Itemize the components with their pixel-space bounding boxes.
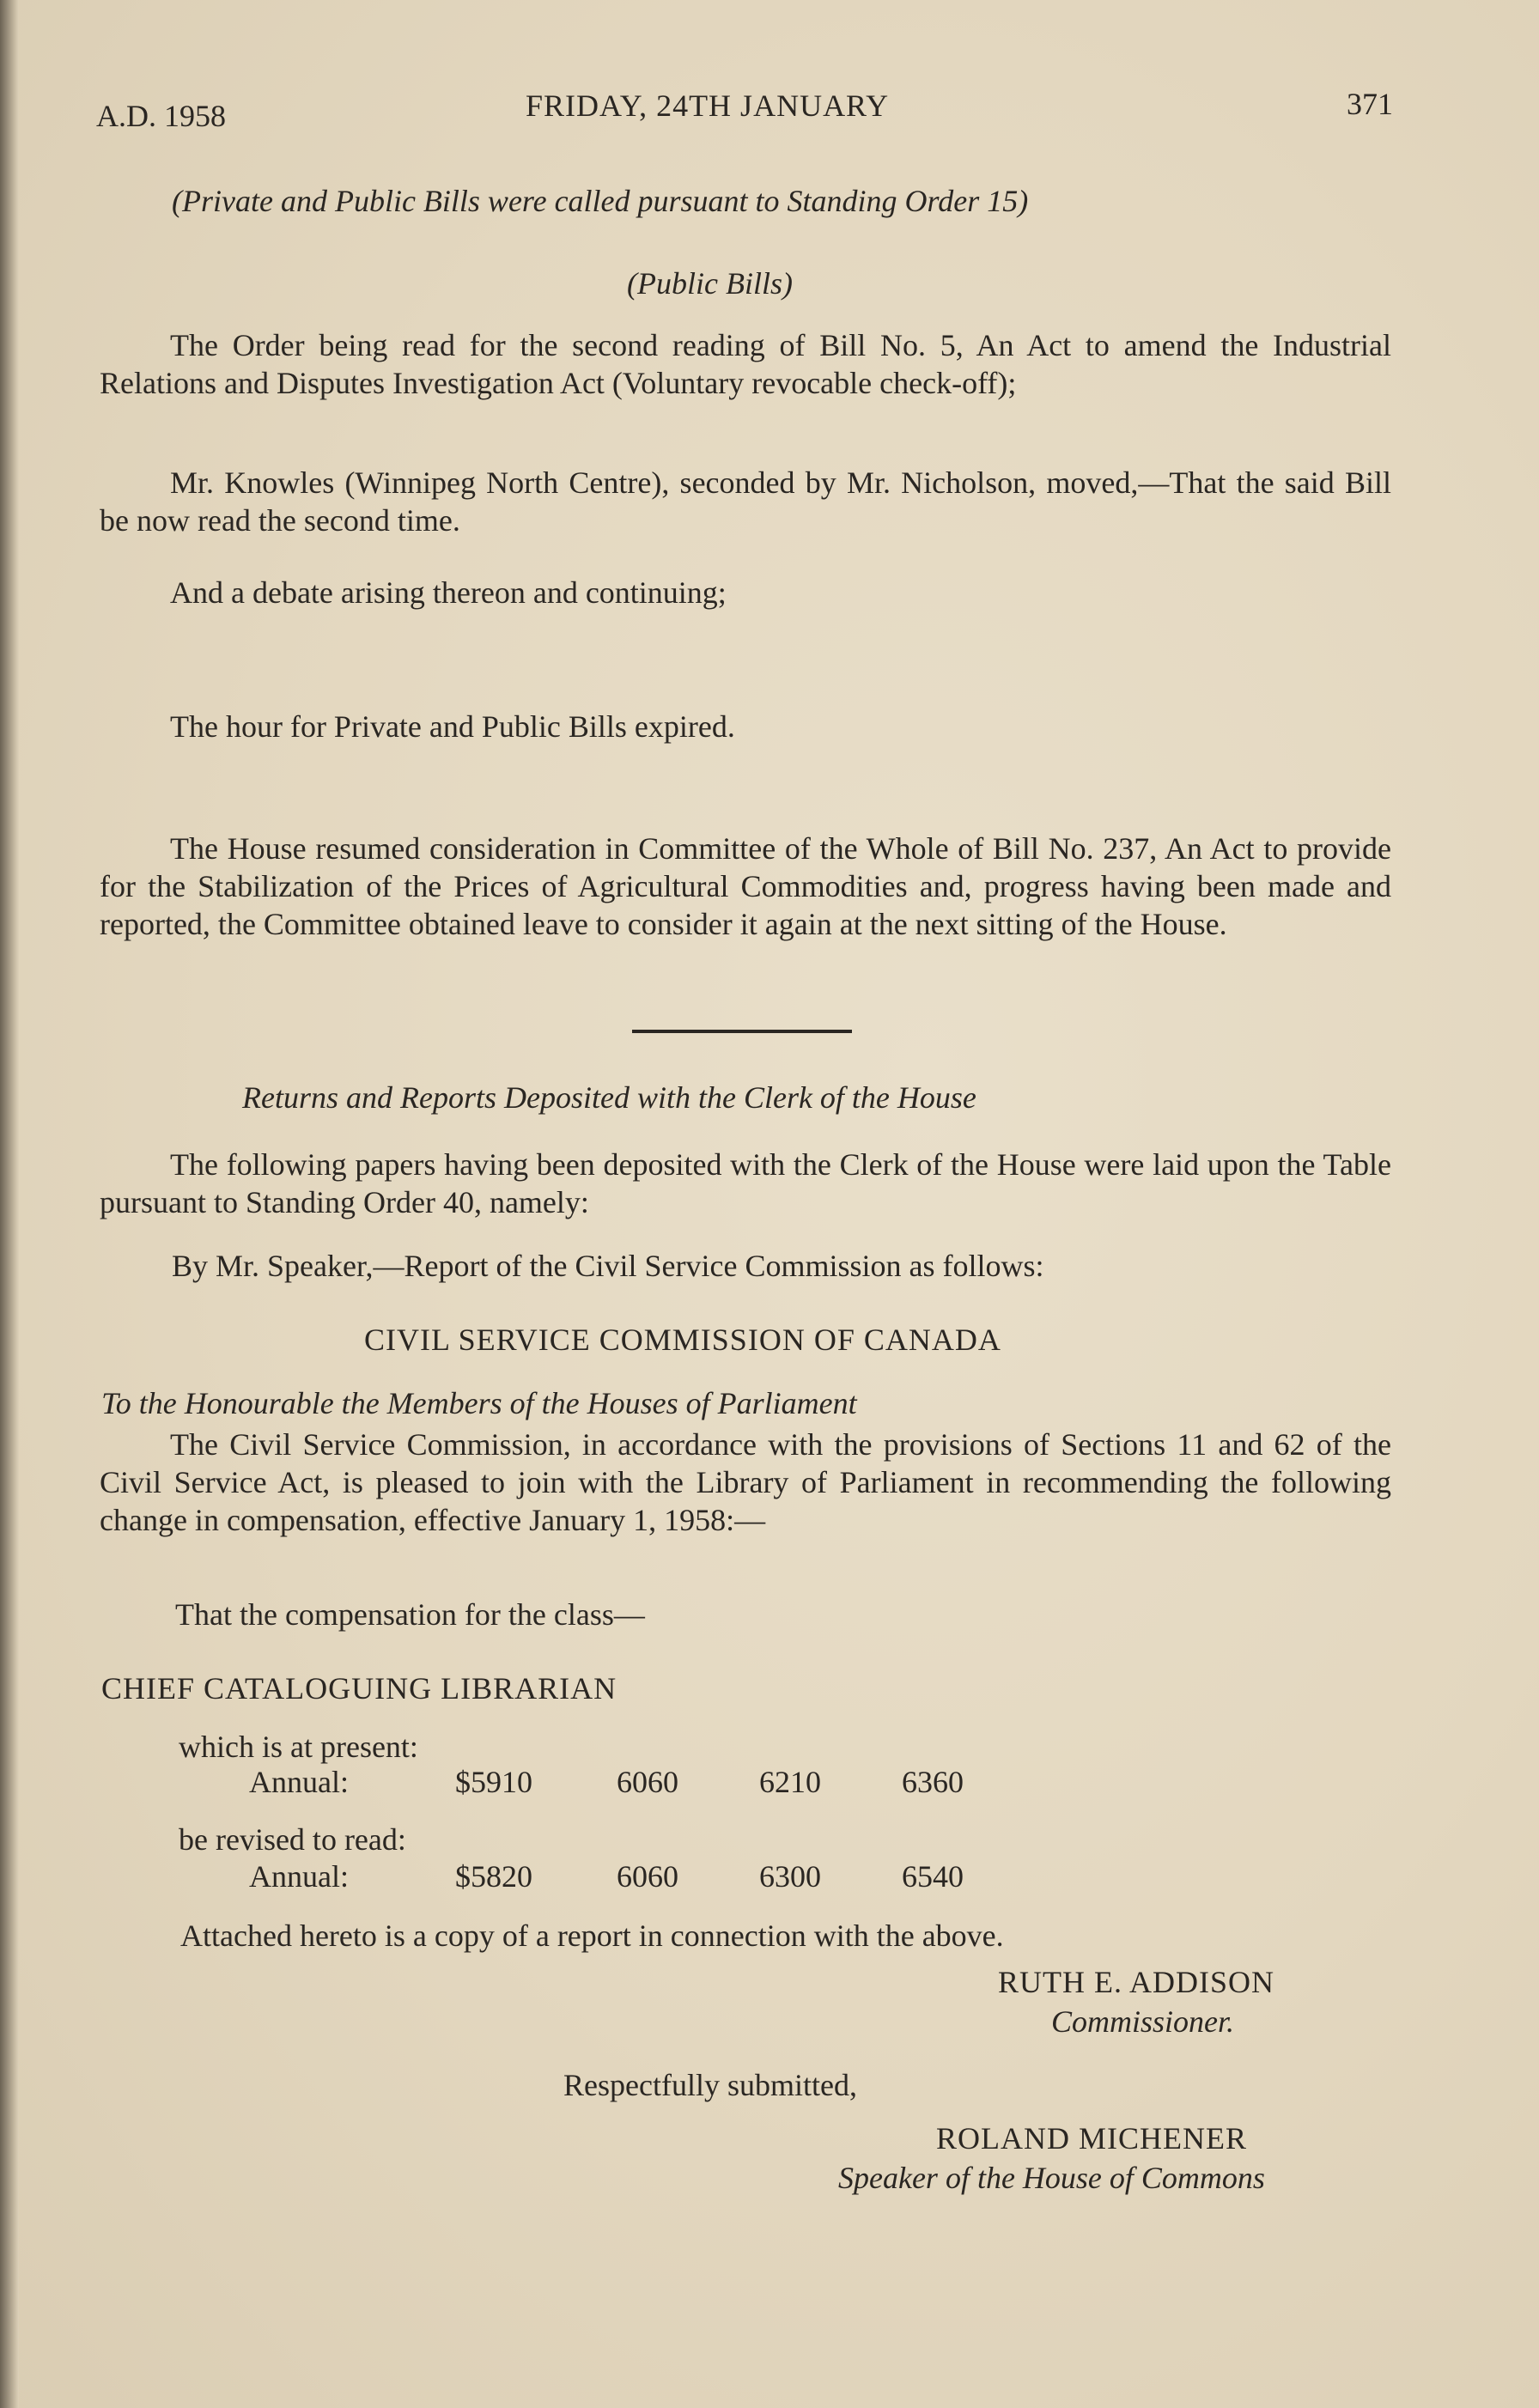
commissioner-title: Commissioner. [1051,2004,1235,2039]
closing-line: Respectfully submitted, [563,2068,857,2102]
motion-paragraph: Mr. Knowles (Winnipeg North Centre), seconded by Mr. Nicholson, moved,—That the said Bill be now read the second time. [100,465,1391,538]
revised-row-label: Annual: [249,1859,349,1894]
speaker-report-line: By Mr. Speaker,—Report of the Civil Service Commission as follows: [172,1249,1044,1283]
present-label: which is at present: [179,1730,418,1764]
header-year: A.D. 1958 [96,99,226,133]
public-bills-heading: (Public Bills) [627,266,793,301]
commission-paragraph: The Civil Service Commission, in accordance with the provisions of Sections 11 and 62 of the Civil Service Act, is pleased to join with the Library of Parliament in recommending the following change in compensation, effective January 1, 1958:— [100,1427,1391,1537]
present-value: 6360 [902,1765,964,1799]
attached-line: Attached hereto is a copy of a report in connection with the above. [180,1918,1004,1953]
address-line: To the Honourable the Members of the Houses of Parliament [101,1386,857,1420]
present-value: 6060 [617,1765,678,1799]
compensation-line: That the compensation for the class— [175,1597,645,1632]
hour-expired-line: The hour for Private and Public Bills expired. [170,709,735,744]
papers-paragraph: The following papers having been deposited with the Clerk of the House were laid upon the Table pursuant to Standing Order 40, namely: [100,1147,1391,1219]
returns-heading: Returns and Reports Deposited with the Clerk of the House [242,1080,976,1115]
revised-value: 6540 [902,1859,964,1894]
revised-salary-row [249,1858,964,1894]
present-value: 6210 [759,1765,821,1799]
header-date: FRIDAY, 24TH JANUARY [526,88,890,123]
page-number: 371 [1347,87,1393,121]
class-name: CHIEF CATALOGUING LIBRARIAN [101,1671,617,1706]
speaker-name: ROLAND MICHENER [936,2121,1247,2156]
revised-label: be revised to read: [179,1822,406,1857]
commission-title: CIVIL SERVICE COMMISSION OF CANADA [364,1323,1001,1357]
page-binding-edge [0,0,19,2408]
present-row-label: Annual: [249,1765,349,1799]
present-value: $5910 [455,1765,532,1799]
debate-line: And a debate arising thereon and continuing; [170,575,727,610]
revised-value: 6060 [617,1859,678,1894]
order-paragraph: The Order being read for the second reading of Bill No. 5, An Act to amend the Industrial Relations and Disputes Investigation Act (Voluntary revocable check-off); [100,328,1391,400]
committee-paragraph: The House resumed consideration in Committee of the Whole of Bill No. 237, An Act to provide for the Stabilization of the Prices of Agricultural Commodities and, progress having been made and reported, the Committee obtained leave to consider it again at the next sitting of the House. [100,831,1391,941]
section-divider [632,1030,852,1033]
present-salary-row [249,1764,964,1800]
commissioner-name: RUTH E. ADDISON [998,1965,1275,1999]
revised-value: $5820 [455,1859,532,1894]
speaker-title: Speaker of the House of Commons [838,2161,1265,2195]
private-public-bills-note: (Private and Public Bills were called pursuant to Standing Order 15) [172,184,1029,218]
revised-value: 6300 [759,1859,821,1894]
page-header [96,86,1393,133]
